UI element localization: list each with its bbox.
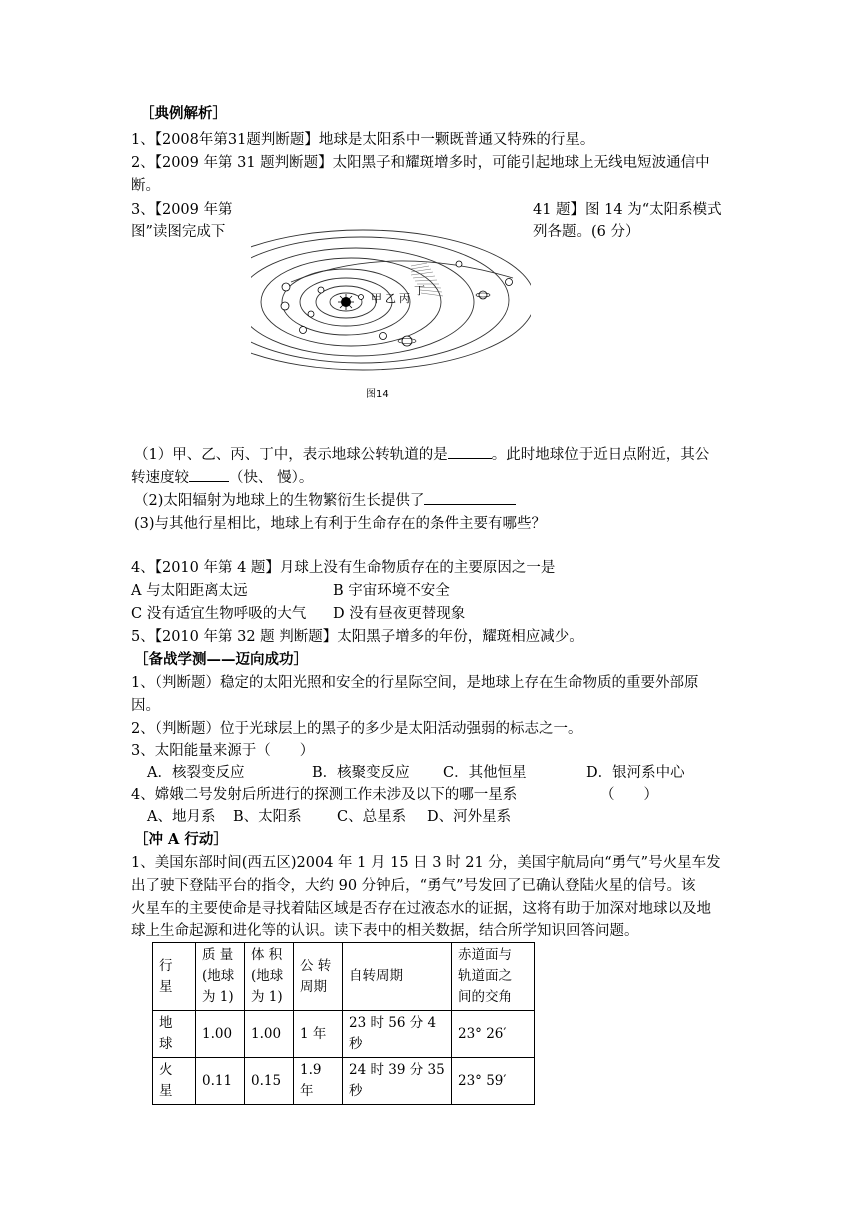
orbit-label-jia: 甲	[371, 292, 382, 305]
orbit-label-bing: 丙	[399, 292, 410, 305]
prep-4-option-b: B、太阳系	[233, 809, 302, 825]
question-4-option-a: A 与太阳距离太远	[131, 583, 248, 599]
prep-3-option-a: A．核裂变反应	[147, 765, 245, 781]
push-a-para-line-1: 1、美国东部时间(西五区)2004 年 1 月 15 日 3 时 21 分，美国宇航局向“勇气”号火星车发	[131, 855, 721, 871]
cell-rotation: 24 时 39 分 35 秒	[343, 1058, 452, 1105]
prep-3-option-d: D．银河系中心	[586, 765, 685, 781]
prep-4-paren: （ ）	[600, 787, 658, 803]
cell-name: 火 星	[153, 1058, 196, 1105]
prep-3-option-b: B．核聚变反应	[312, 765, 410, 781]
prep-1-line-1: 1、（判断题）稳定的太阳光照和安全的行星际空间，是地球上存在生命物质的重要外部原	[131, 675, 699, 691]
header-volume: 体 积 (地球 为 1)	[245, 943, 294, 1011]
prep-4: 4、嫦娥二号发射后所进行的探测工作未涉及以下的哪一星系	[131, 787, 518, 803]
question-4-option-d: D 没有昼夜更替现象	[333, 606, 466, 622]
sub-1-text-c: 转速度较	[131, 470, 189, 486]
answer-blank-speed[interactable]	[189, 467, 229, 482]
question-3-right-1: 41 题】图 14 为“太阳系模式	[533, 202, 722, 218]
sub-2-text: （2)太阳辐射为地球上的生物繁衍生长提供了	[134, 493, 425, 509]
prep-4-option-d: D、河外星系	[427, 809, 512, 825]
question-3-sub-3: (3)与其他行星相比，地球上有利于生命存在的条件主要有哪些？	[134, 516, 547, 532]
question-2-line-1: 2、【2009 年第 31 题判断题】太阳黑子和耀斑增多时，可能引起地球上无线电短波通信中	[131, 155, 710, 171]
push-a-para-line-2: 出了驶下登陆平台的指令，大约 90 分钟后，“勇气”号发回了已确认登陆火星的信号。该	[131, 878, 696, 894]
cell-volume: 1.00	[245, 1011, 294, 1058]
prep-2: 2、（判断题）位于光球层上的黑子的多少是太阳活动强弱的标志之一。	[131, 721, 583, 737]
sub-1-text-b: 。此时地球位于近日点附近，其公	[491, 447, 710, 463]
orbit-label-yi: 乙	[385, 292, 396, 305]
table-header-row	[153, 943, 535, 1011]
question-5: 5、【2010 年第 32 题 判断题】太阳黑子增多的年份，耀斑相应减少。	[131, 629, 584, 645]
cell-tilt: 23° 26′	[452, 1011, 535, 1058]
answer-blank-energy[interactable]	[424, 490, 516, 505]
question-3-sub-1-line-1	[134, 444, 709, 466]
figure-caption: 图14	[366, 389, 389, 400]
question-1: 1、【2008年第31题判断题】地球是太阳系中一颗既普通又特殊的行星。	[131, 132, 595, 148]
cell-volume: 0.15	[245, 1058, 294, 1105]
question-4-option-b: B 宇宙环境不安全	[333, 583, 450, 599]
question-3-left-1: 3、【2009 年第	[131, 202, 233, 218]
cell-mass: 1.00	[196, 1011, 245, 1058]
header-rotation-period: 自转周期	[343, 943, 452, 1011]
question-3-sub-1-line-2	[131, 467, 313, 489]
cell-rotation: 23 时 56 分 4 秒	[343, 1011, 452, 1058]
prep-3-option-c: C．其他恒星	[443, 765, 527, 781]
question-4-stem: 4、【2010 年第 4 题】月球上没有生命物质存在的主要原因之一是	[131, 560, 556, 576]
header-mass: 质 量 (地球 为 1)	[196, 943, 245, 1011]
prep-4-option-a: A、地月系	[147, 809, 216, 825]
table-row	[153, 1058, 535, 1105]
header-orbit-period: 公 转 周期	[294, 943, 343, 1011]
sub-1-text-d: （快、 慢）。	[229, 470, 314, 486]
header-planet: 行 星	[153, 943, 196, 1011]
prep-1-line-2: 因。	[131, 698, 160, 714]
cell-tilt: 23° 59′	[452, 1058, 535, 1105]
section-heading-prep: ［备战学测——迈向成功］	[134, 651, 308, 668]
cell-mass: 0.11	[196, 1058, 245, 1105]
push-a-para-line-3: 火星车的主要使命是寻找着陆区域是否存在过液态水的证据，这将有助于加深对地球以及地	[131, 901, 711, 917]
prep-4-option-c: C、总星系	[337, 809, 407, 825]
question-3-right-2: 列各题。(6 分）	[533, 224, 640, 240]
header-axial-tilt: 赤道面与 轨道面之 间的交角	[452, 943, 535, 1011]
question-4-option-c: C 没有适宜生物呼吸的大气	[131, 606, 307, 622]
cell-orbit: 1.9 年	[294, 1058, 343, 1105]
cell-name: 地 球	[153, 1011, 196, 1058]
orbit-label-ding: 丁	[414, 284, 425, 297]
prep-3: 3、太阳能量来源于（ ）	[131, 743, 315, 759]
question-2-line-2: 断。	[131, 178, 160, 194]
answer-blank-orbit[interactable]	[448, 444, 492, 459]
section-heading-examples: ［典例解析］	[140, 105, 227, 122]
sub-1-text-a: （1）甲、乙、丙、丁中，表示地球公转轨道的是	[134, 447, 448, 463]
cell-orbit: 1 年	[294, 1011, 343, 1058]
table-row	[153, 1011, 535, 1058]
section-heading-push-a: ［冲 A 行动］	[134, 831, 228, 848]
question-3-left-2: 图”读图完成下	[131, 224, 226, 240]
push-a-para-line-4: 球上生命起源和进化等的认识。读下表中的相关数据，结合所学知识回答问题。	[131, 923, 639, 939]
solar-system-diagram	[251, 222, 531, 372]
question-3-sub-2	[134, 490, 516, 512]
planet-data-table	[152, 942, 535, 1105]
